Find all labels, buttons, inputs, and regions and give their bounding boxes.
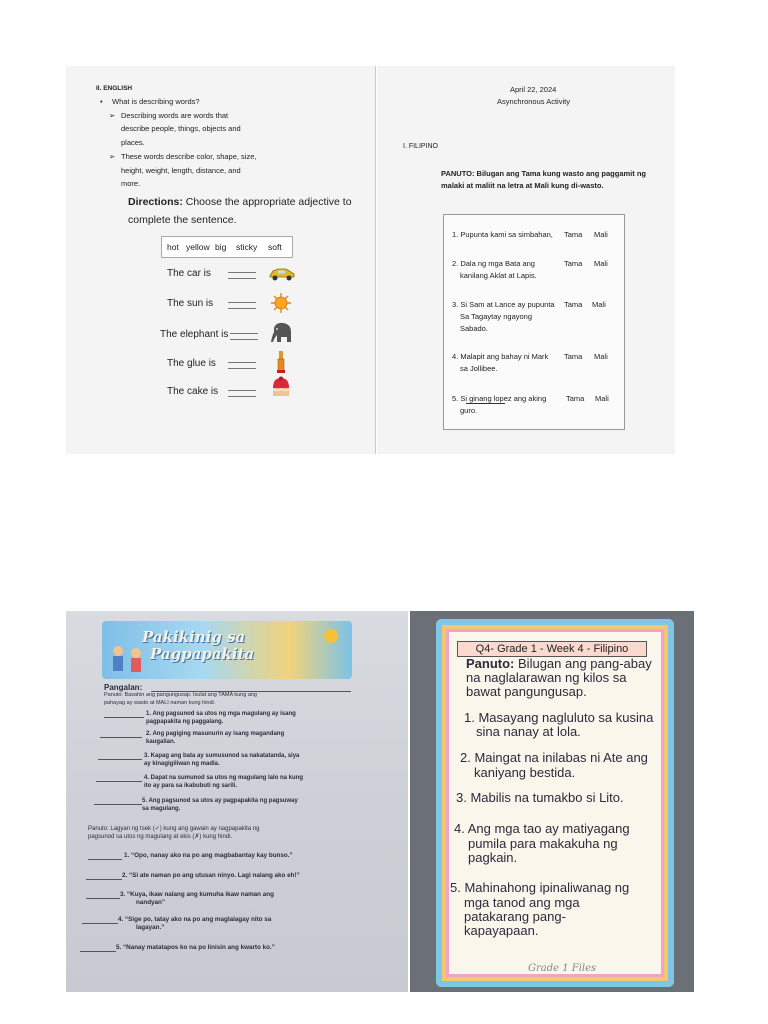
item-2-tama[interactable]: Tama (564, 259, 583, 268)
point2-line3: more. (121, 179, 141, 188)
item-4-tama[interactable]: Tama (564, 352, 583, 361)
q3-line2: ay kinagigiliwan ng madla. (144, 761, 220, 767)
card-item2-line2: kaniyang bestida. (474, 765, 576, 780)
item-4-mali[interactable]: Mali (594, 352, 608, 361)
card-item5-line1: 5. Mahinahong ipinaliwanag ng (450, 880, 630, 895)
worksheet-date: April 22, 2024 (510, 85, 557, 94)
answer-line (94, 804, 142, 805)
card-panuto-line1: Panuto: Bilugan ang pang-abay (466, 656, 652, 671)
item-2-line1: 2. Dala ng mga Bata ang (452, 259, 535, 268)
c1-line1: 1. “Opo, nanay ako na po ang magbabantay kay bunso.” (124, 852, 293, 859)
directions-line2: complete the sentence. (128, 214, 237, 226)
answer-line (86, 879, 122, 880)
panuto1-line2: pahayag ay wasto at MALI naman kung hindi. (104, 700, 216, 706)
banner-title (142, 629, 254, 663)
card-panuto-line3: bawat pangungusap. (466, 684, 587, 699)
filipino-worksheet (377, 66, 675, 454)
c4-line2: lagayan.” (136, 924, 165, 931)
point1-line1: Describing words are words that (121, 111, 229, 120)
answer-line (98, 759, 142, 760)
banner-title-line2: Pagpapakita (150, 645, 255, 663)
item-1-tama[interactable]: Tama (564, 230, 583, 239)
item-5-line1: 5. Si ginang lopez ang aking (452, 394, 547, 403)
banner-image (102, 621, 352, 679)
point1-line3: places. (121, 138, 145, 147)
answer-line (80, 951, 116, 952)
card-item1-line2: sina nanay at lola. (476, 724, 581, 739)
answer-blank (228, 302, 256, 309)
item-1-mali[interactable]: Mali (594, 230, 608, 239)
word-bank-word: big (215, 242, 227, 252)
q3-line1: 3. Kapag ang bata ay sumusunod sa nakatatanda, siya (144, 753, 300, 759)
word-bank (161, 236, 293, 258)
panuto1-line1: Panuto: Basahin ang pangungusap. Isulat ang TAMA kung ang (104, 692, 257, 698)
q4-line2: ito ay para sa ikabubuti ng sarili. (144, 783, 238, 789)
glue-icon (274, 349, 288, 375)
answer-line (104, 717, 144, 718)
sentence-1: The car is (167, 268, 211, 279)
point1-line2: describe people, things, objects and (121, 124, 241, 133)
item-1-line1: 1. Pupunta kami sa simbahan, (452, 230, 553, 239)
panuto2-line2: pagsunod sa utos ng magulang at ekis (✗) kung hindi. (88, 834, 233, 840)
panuto-line1: PANUTO: Bilugan ang Tama kung wasto ang paggamit ng (441, 169, 647, 178)
answer-line (82, 923, 118, 924)
q1-line1: 1. Ang pagsunod sa utos ng mga magulang ay isang (146, 711, 296, 717)
card-item4-line2: pumila para makakuha ng (468, 836, 618, 851)
answer-blank (230, 333, 258, 340)
banner-title-line1: Pakikinig sa (142, 628, 246, 646)
photo-worksheet-pakikinig (66, 611, 408, 992)
q2-line2: kaugalian. (146, 739, 176, 745)
sun-icon (270, 292, 292, 314)
card-item4-line1: 4. Ang mga tao ay matiyagang (454, 821, 630, 836)
photo-activity-card (410, 611, 694, 992)
english-section-heading: II. ENGLISH (96, 85, 133, 92)
underline-mark (466, 403, 505, 404)
point2-line2: height, weight, length, distance, and (121, 166, 241, 175)
arrow-bullet-icon: ➢ (109, 111, 116, 120)
item-3-mali[interactable]: Mali (592, 300, 606, 309)
elephant-icon (268, 320, 294, 346)
sentence-4: The glue is (167, 358, 216, 369)
item-4-line2: sa Jollibee. (460, 364, 498, 373)
directions-line1 (128, 196, 352, 208)
item-3-tama[interactable]: Tama (564, 300, 583, 309)
bullet-dot: • (100, 97, 103, 106)
q4-line1: 4. Dapat na sumunod sa utos ng magulang lalo na kung (144, 775, 304, 781)
card-item5-line2: mga tanod ang mga (464, 895, 580, 910)
pangalan-label: Pangalan: (104, 683, 143, 692)
card-item2-line1: 2. Maingat na inilabas ni Ate ang (460, 750, 648, 765)
item-2-mali[interactable]: Mali (594, 259, 608, 268)
items-box (443, 214, 625, 430)
directions-label: Directions: (128, 196, 183, 208)
answer-line (96, 781, 142, 782)
sentence-2: The sun is (167, 298, 214, 309)
answer-blank (228, 390, 256, 397)
filipino-section-heading: I. FILIPINO (403, 143, 439, 150)
q2-line1: 2. Ang pagiging masunurin ay isang magandang (146, 731, 285, 737)
q5-line2: sa magulang. (142, 806, 181, 812)
worksheet-activity-type: Asynchronous Activity (497, 97, 570, 106)
word-bank-word: hot (167, 242, 179, 252)
item-3-line2: Sa Tagaytay ngayong (460, 312, 533, 321)
q1-line2: pagpapakita ng paggalang. (146, 719, 224, 725)
arrow-bullet-icon: ➢ (109, 152, 116, 161)
point2-line1: These words describe color, shape, size, (121, 152, 257, 161)
word-bank-word: yellow (186, 242, 210, 252)
card-item1-line1: 1. Masayang nagluluto sa kusina (464, 710, 654, 725)
word-bank-word: sticky (236, 242, 258, 252)
card-item3-line1: 3. Mabilis na tumakbo si Lito. (456, 790, 624, 805)
c4-line1: 4. “Sige po, tatay ako na po ang maglalagay nito sa (118, 916, 272, 923)
item-3-line1: 3. Si Sam at Lance ay pupunta (452, 300, 555, 309)
c5-line1: 5. “Nanay matatapos ko na po linisin ang kwarto ko.” (116, 944, 275, 951)
sentence-3: The elephant is (160, 329, 229, 340)
item-5-line2: guro. (460, 406, 478, 415)
answer-blank (228, 272, 256, 279)
card-item5-line3: patakarang pang- (464, 909, 566, 924)
c2-line1: 2. “Si ate naman po ang utusan ninyo. Lagi nalang ako eh!” (122, 872, 300, 879)
panuto2-line1: Panuto: Lagyan ng tsek (✓) kung ang gawain ay nagpapakita ng (88, 826, 260, 832)
card-item5-line4: kapayapaan. (464, 923, 539, 938)
page-divider (375, 66, 376, 454)
item-2-line2: kanilang Aklat at Lapis. (460, 271, 537, 280)
item-5-tama[interactable]: Tama (566, 394, 585, 403)
card-item4-line3: pagkain. (468, 850, 518, 865)
card-grade-label: Q4- Grade 1 - Week 4 - Filipino (457, 641, 647, 657)
card-footer-watermark: Grade 1 Files (528, 963, 597, 974)
card-panuto-line2: na naglalarawan ng kilos sa (466, 670, 627, 685)
sun-icon (320, 625, 342, 647)
answer-blank (228, 362, 256, 369)
item-5-mali[interactable]: Mali (595, 394, 609, 403)
bullet-question: What is describing words? (112, 97, 200, 106)
item-4-line1: 4. Malapit ang bahay ni Mark (452, 352, 549, 361)
word-bank-word: soft (268, 242, 282, 252)
c3-line1: 3. “Kuya, ikaw nalang ang kumuha ikaw naman ang (120, 891, 274, 898)
answer-line (86, 898, 120, 899)
cake-icon (269, 376, 293, 402)
c3-line2: nandyan” (136, 899, 166, 906)
answer-line (88, 859, 122, 860)
q5-line1: 5. Ang pagsunod sa utos ay pagpapakita ng pagsuway (142, 798, 298, 804)
panuto-line2: malaki at maliit na letra at Mali kung di-wasto. (441, 181, 604, 190)
sentence-5: The cake is (167, 386, 219, 397)
answer-line (100, 737, 142, 738)
directions-text: Choose the appropriate adjective to (182, 196, 352, 208)
car-icon (268, 264, 296, 282)
english-worksheet (66, 66, 376, 454)
item-3-line3: Sabado. (460, 324, 488, 333)
